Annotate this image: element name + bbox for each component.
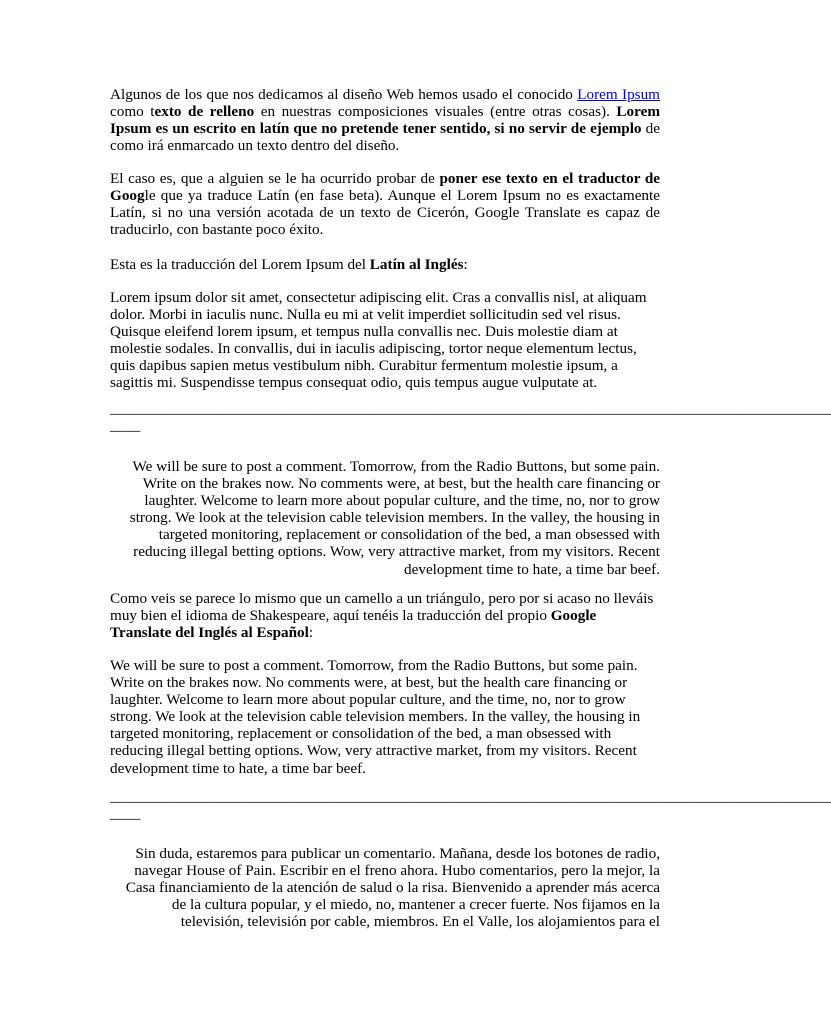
intro-text-3: en nuestras composiciones visuales (entre otras cosas). bbox=[254, 103, 617, 121]
traduccion-paragraph bbox=[110, 256, 660, 273]
como-paragraph bbox=[110, 590, 660, 641]
spanish-translation-block bbox=[110, 845, 660, 930]
trad-colon: : bbox=[463, 256, 468, 273]
caso-paragraph bbox=[110, 170, 660, 238]
english-line: laughter. Welcome to learn more about popular culture, and the time, no, nor to grow bbox=[144, 492, 660, 510]
english-paragraph: We will be sure to post a comment. Tomorrow, from the Radio Buttons, but some pain. Write on the brakes now. No comments were, at best, but the health care financing or laughter. Welcome to learn more about popular culture, and the time, no, nor to grow strong. We look at the television cable television members. In the valley, the housing in targeted monitoring, replacement or consolidation of the bed, a man obsessed with reducing illegal betting options. Wow, very attractive market, from my visitors. Recent development time to hate, a time bar beef. bbox=[110, 657, 641, 777]
english-line: Write on the brakes now. No comments were, at best, but the health care financing or bbox=[142, 475, 660, 493]
intro-text: Algunos de los que nos dedicamos al diseño Web hemos usado el conocido bbox=[110, 86, 578, 103]
spanish-line: Casa financiamiento de la atención de salud o la risa. Bienvenido a aprender más acerca bbox=[125, 879, 660, 897]
separator-tail: ____ bbox=[110, 417, 141, 435]
english-line: targeted monitoring, replacement or consolidation of the bed, a man obsessed with bbox=[158, 526, 660, 544]
intro-bold-statement: Lorem Ipsum es un escrito en latín que no pretende tener sentido, si no servir de ejemplo bbox=[110, 103, 660, 138]
intro-text-4: de como irá enmarcado un texto dentro del diseño. bbox=[110, 120, 660, 155]
separator-tail: ____ bbox=[110, 805, 141, 823]
trad-bold: Latín al Inglés bbox=[369, 256, 464, 273]
separator-line: _______________________________________________________________________________________________ bbox=[110, 400, 831, 417]
lorem-ipsum-paragraph: Lorem ipsum dolor sit amet, consectetur adipiscing elit. Cras a convallis nisl, at aliquam dolor. Morbi in iaculis nunc. Nulla eu mi at velit imperdiet sollicitudin sed vel risus. Quisque eleifend lorem ipsum, et tempus nulla convallis nec. Duis molestie diam at molestie sodales. In convallis, dui in iaculis adipiscing, tortor neque elementum lectus, quis dapibus sapien metus vestibulum nibh. Curabitur fermentum molestie ipsum, a sagittis mi. Suspendisse tempus consequat odio, quis tempus augue vulputate at. bbox=[110, 289, 647, 392]
english-line: reducing illegal betting options. Wow, very attractive market, from my visitors. Recent bbox=[133, 543, 660, 561]
spanish-line: televisión, televisión por cable, miembros. En el Valle, los alojamientos para el bbox=[180, 913, 660, 931]
como-bold: Google Translate del Inglés al Español bbox=[110, 607, 597, 642]
lorem-ipsum-link[interactable]: Lorem Ipsum bbox=[577, 86, 660, 103]
english-line: strong. We look at the television cable television members. In the valley, the housing in bbox=[129, 509, 660, 527]
intro-text-2: como t bbox=[110, 103, 155, 121]
separator-2 bbox=[110, 788, 831, 823]
english-line: development time to hate, a time bar beef. bbox=[404, 560, 660, 578]
separator-line: _______________________________________________________________________________________________ bbox=[110, 788, 831, 805]
spanish-line: navegar House of Pain. Escribir en el freno ahora. Hubo comentarios, pero la mejor, la bbox=[134, 862, 660, 880]
spanish-line: Sin duda, estaremos para publicar un comentario. Mañana, desde los botones de radio, bbox=[135, 845, 660, 862]
intro-paragraph bbox=[110, 86, 660, 154]
english-translation-block bbox=[110, 458, 660, 578]
english-line: We will be sure to post a comment. Tomorrow, from the Radio Buttons, but some pain. bbox=[132, 458, 660, 475]
spanish-line: de la cultura popular, y el miedo, no, mantener a crecer fuerte. Nos fijamos en la bbox=[171, 896, 660, 914]
caso-text: El caso es, que a alguien se le ha ocurrido probar de bbox=[110, 170, 440, 187]
separator-1 bbox=[110, 400, 831, 435]
trad-text: Esta es la traducción del Lorem Ipsum del bbox=[110, 256, 370, 273]
caso-bold: poner ese texto en el traductor de Goog bbox=[110, 170, 661, 205]
como-colon: : bbox=[308, 624, 314, 642]
como-text: Como veis se parece lo mismo que un camello a un triángulo, pero por si acaso no lleváis muy bien el idioma de Shakespeare, aquí tenéis la traducción del propio bbox=[110, 590, 654, 625]
intro-bold-relleno: exto de relleno bbox=[154, 103, 255, 121]
caso-text-2: le que ya traduce Latín (en fase beta). Aunque el Lorem Ipsum no es exactamente Latín, si no una versión acotada de un texto de Cicerón, Google Translate es capaz de traducirlo, con bastante poco éxito. bbox=[110, 187, 660, 239]
